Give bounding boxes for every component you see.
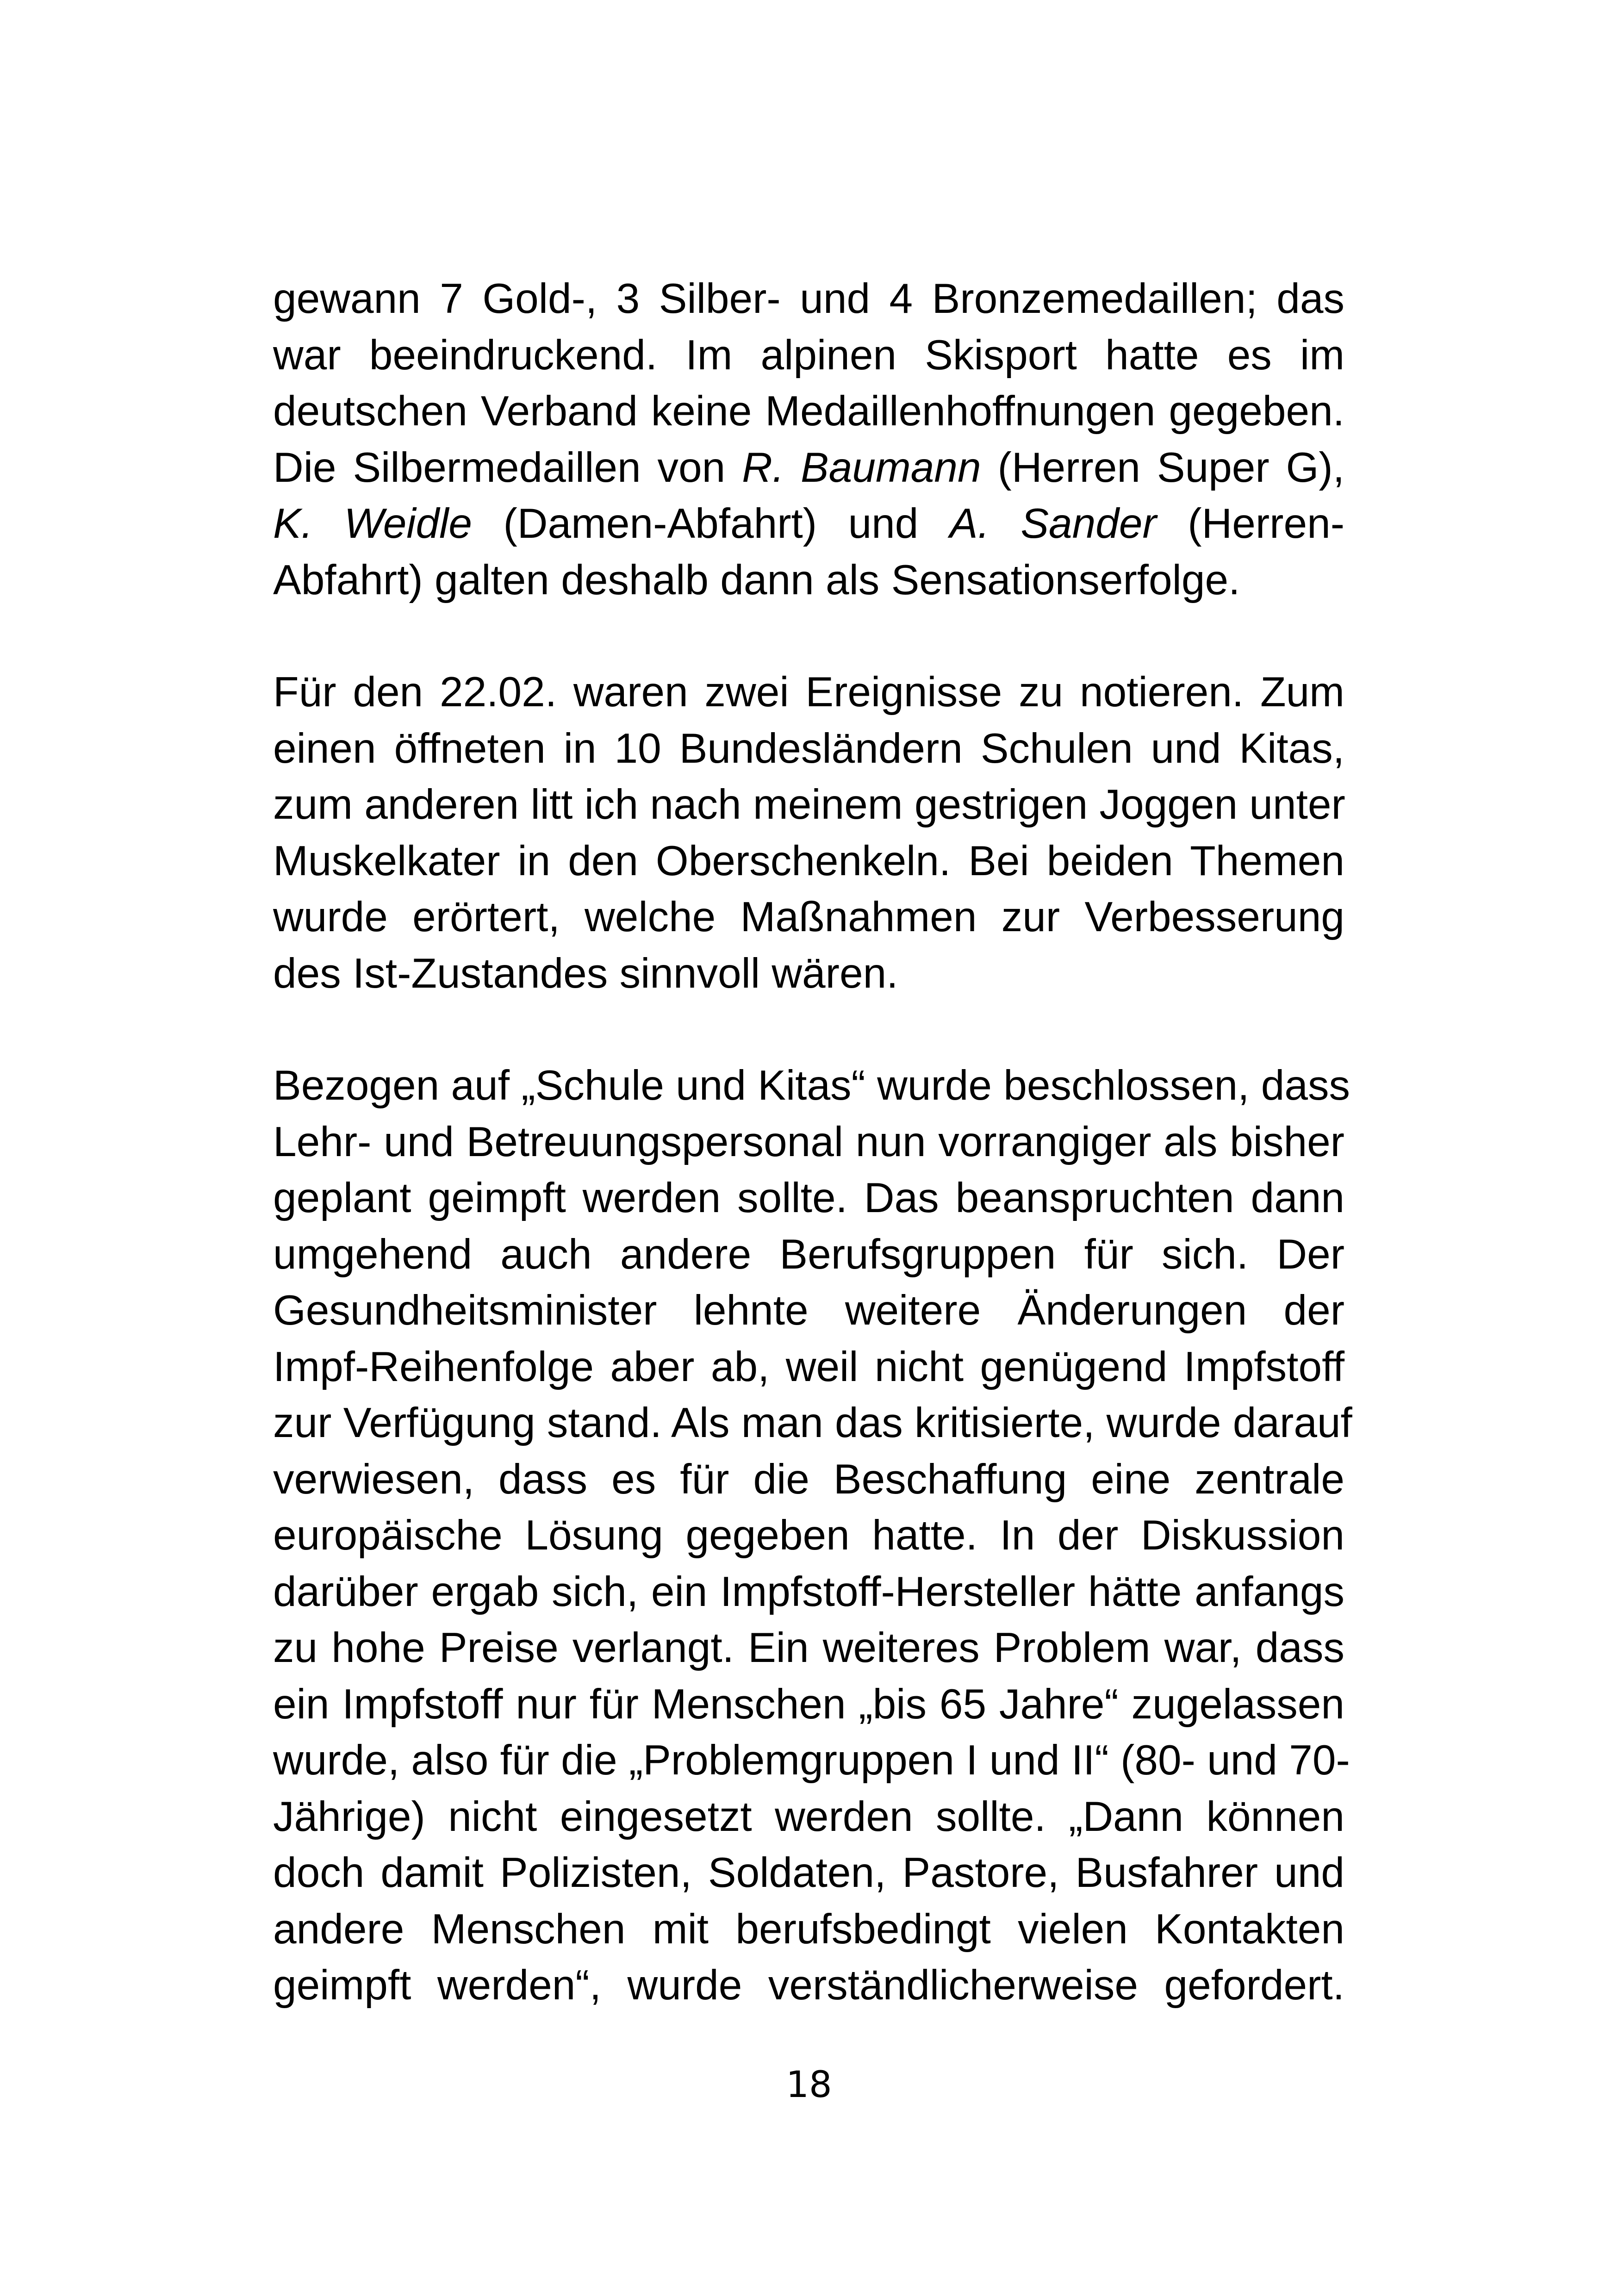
text-line: Jährige) nicht eingesetzt werden sollte. „Dann können	[273, 1793, 1344, 1840]
text-line: gewann 7 Gold-, 3 Silber- und 4 Bronzemedaillen; das	[273, 275, 1344, 322]
text-line: wurde erörtert, welche Maßnahmen zur Verbesserung	[273, 894, 1344, 940]
text-line: Impf-Reihenfolge aber ab, weil nicht genügend Impfstoff	[273, 1343, 1344, 1390]
text-line: verwiesen, dass es für die Beschaffung eine zentrale	[273, 1456, 1344, 1503]
text-line: zum anderen litt ich nach meinem gestrigen Joggen unter	[273, 781, 1345, 828]
text-line: wurde, also für die „Problemgruppen I und II“ (80- und 70-	[273, 1737, 1350, 1784]
text-line: des Ist-Zustandes sinnvoll wären.	[273, 950, 898, 997]
text-line: einen öffneten in 10 Bundesländern Schulen und Kitas,	[273, 725, 1344, 772]
page-body	[273, 271, 1352, 2014]
paragraph-schools-vaccination	[273, 1058, 1352, 2014]
text-line: europäische Lösung gegeben hatte. In der Diskussion	[273, 1512, 1344, 1559]
text-line: Muskelkater in den Oberschenkeln. Bei beiden Themen	[273, 837, 1344, 884]
athlete-name: A. Sander	[949, 500, 1157, 547]
text-line: umgehend auch andere Berufsgruppen für sich. Der	[273, 1231, 1344, 1278]
text-line: Für den 22.02. waren zwei Ereignisse zu notieren. Zum	[273, 669, 1344, 716]
text-line: zu hohe Preise verlangt. Ein weiteres Problem war, dass	[273, 1624, 1344, 1671]
text-line: Abfahrt) galten deshalb dann als Sensationserfolge.	[273, 556, 1240, 604]
text-line: zur Verfügung stand. Als man das kritisierte, wurde darauf	[273, 1400, 1352, 1446]
text-line: geplant geimpft werden sollte. Das beanspruchten dann	[273, 1175, 1344, 1221]
text-line: darüber ergab sich, ein Impfstoff-Hersteller hätte anfangs	[273, 1568, 1344, 1615]
text-line: Gesundheitsminister lehnte weitere Änderungen der	[273, 1287, 1344, 1334]
text-line: war beeindruckend. Im alpinen Skisport hatte es im	[273, 331, 1344, 379]
page-number: 18	[786, 2064, 832, 2106]
text-line: K. Weidle (Damen-Abfahrt) und A. Sander (Herren-	[273, 500, 1344, 547]
text-line: andere Menschen mit berufsbedingt vielen Kontakten	[273, 1905, 1344, 1953]
text-line: ein Impfstoff nur für Menschen „bis 65 Jahre“ zugelassen	[273, 1680, 1344, 1728]
text-line: Die Silbermedaillen von R. Baumann (Herren Super G),	[273, 444, 1344, 491]
text-line: deutschen Verband keine Medaillenhoffnungen gegeben.	[273, 388, 1344, 435]
athlete-name: K. Weidle	[273, 500, 472, 547]
paragraph-february-22	[273, 664, 1344, 1002]
text-line: Bezogen auf „Schule und Kitas“ wurde beschlossen, dass	[273, 1062, 1350, 1109]
text-line: geimpft werden“, wurde verständlicherweise gefordert.	[273, 1962, 1344, 2009]
text-line: Lehr- und Betreuungspersonal nun vorrangiger als bisher	[273, 1118, 1344, 1165]
paragraph-olympic-medals	[273, 271, 1344, 608]
text-line: doch damit Polizisten, Soldaten, Pastore, Busfahrer und	[273, 1849, 1344, 1896]
athlete-name: R. Baumann	[742, 444, 981, 491]
